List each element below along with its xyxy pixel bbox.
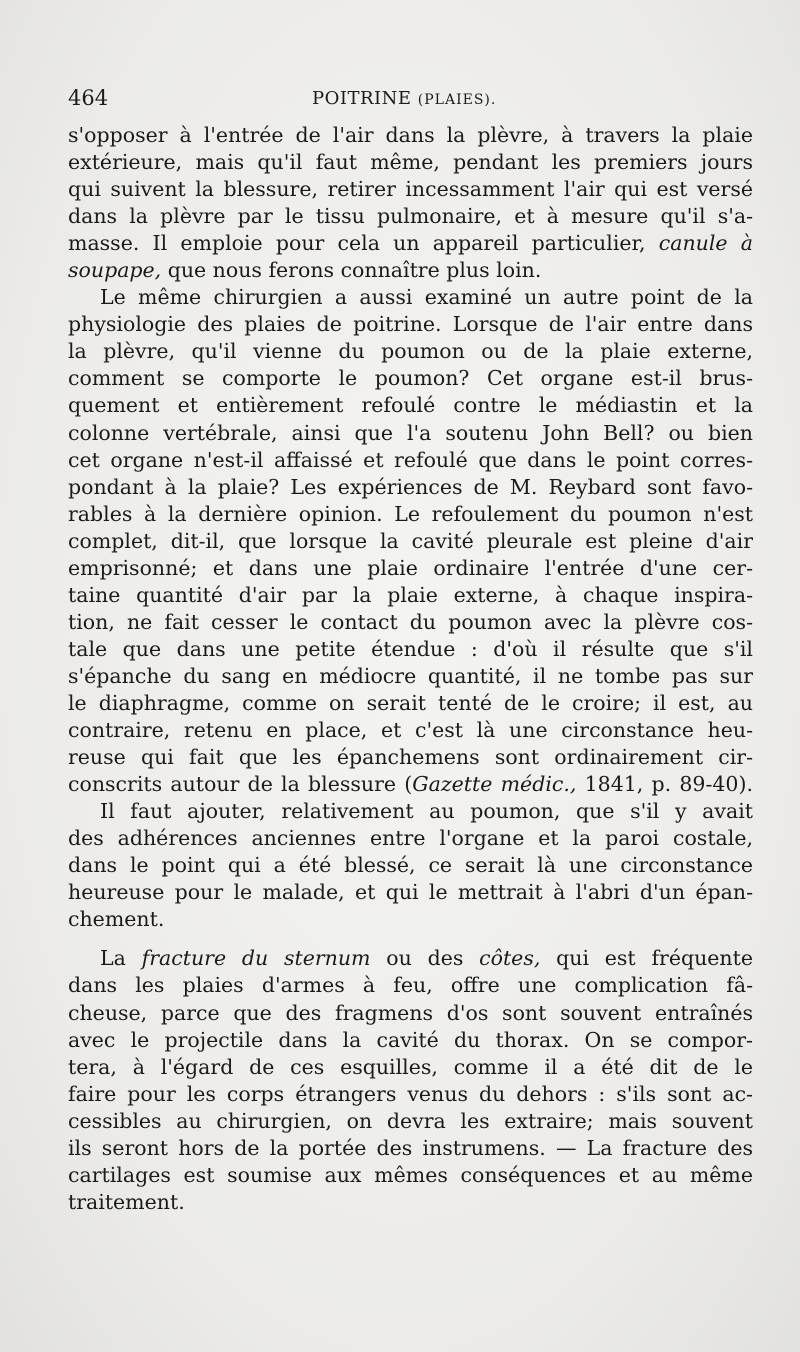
- text-line: La fracture du sternum ou des côtes, qui est fréquente: [100, 946, 753, 971]
- text-line: cartilages est soumise aux mêmes conséquences et au même: [68, 1162, 753, 1187]
- text-line: complet, dit-il, que lorsque la cavité pleurale est pleine d'air: [68, 528, 753, 553]
- text-line: Il faut ajouter, relativement au poumon, que s'il y avait: [100, 799, 753, 824]
- text-line: des adhérences anciennes entre l'organe et la paroi costale,: [68, 826, 753, 851]
- text-line: contraire, retenu en place, et c'est là une circonstance heu-: [68, 718, 753, 743]
- running-title-main: POITRINE: [312, 88, 412, 109]
- text-line: cet organe n'est-il affaissé et refoulé que dans le point corres-: [68, 447, 753, 472]
- text-line: qui suivent la blessure, retirer incessamment l'air qui est versé: [68, 177, 753, 202]
- text-line: soupape, que nous ferons connaître plus loin.: [68, 258, 542, 283]
- text-line: dans le point qui a été blessé, ce serait là une circonstance: [68, 853, 753, 878]
- text-line: cheuse, parce que des fragmens d'os sont souvent entraînés: [68, 1000, 753, 1025]
- text-line: ils seront hors de la portée des instrumens. — La fracture des: [68, 1135, 753, 1160]
- text-line: heureuse pour le malade, et qui le mettrait à l'abri d'un épan-: [68, 880, 753, 905]
- text-line: la plèvre, qu'il vienne du poumon ou de la plaie externe,: [68, 339, 753, 364]
- paragraph-gap: [68, 933, 753, 945]
- running-title: [312, 88, 496, 109]
- text-line: dans les plaies d'armes à feu, offre une complication fâ-: [68, 973, 753, 998]
- running-title-sub: (PLAIES).: [417, 92, 497, 108]
- text-line: tera, à l'égard de ces esquilles, comme il a été dit de le: [68, 1054, 753, 1079]
- paragraph: [68, 122, 753, 284]
- paragraph: [68, 945, 753, 1215]
- text-line: s'épanche du sang en médiocre quantité, il ne tombe pas sur: [68, 663, 753, 688]
- text-line: chement.: [68, 907, 165, 932]
- text-line: tale que dans une petite étendue : d'où il résulte que s'il: [68, 636, 753, 661]
- text-line: faire pour les corps étrangers venus du dehors : s'ils sont ac-: [68, 1081, 753, 1106]
- text-line: conscrits autour de la blessure (Gazette médic., 1841, p. 89-40).: [68, 772, 753, 797]
- text-line: masse. Il emploie pour cela un appareil particulier, canule à: [68, 231, 753, 256]
- text-line: rables à la dernière opinion. Le refoulement du poumon n'est: [68, 501, 753, 526]
- paragraph: [68, 798, 753, 933]
- text-line: quement et entièrement refoulé contre le médiastin et la: [68, 393, 753, 418]
- text-line: taine quantité d'air par la plaie externe, à chaque inspira-: [68, 582, 753, 607]
- text-line: comment se comporte le poumon? Cet organe est-il brus-: [68, 366, 753, 391]
- text-line: pondant à la plaie? Les expériences de M. Reybard sont favo-: [68, 474, 753, 499]
- text-line: colonne vertébrale, ainsi que l'a soutenu John Bell? ou bien: [68, 420, 753, 445]
- text-line: tion, ne fait cesser le contact du poumon avec la plèvre cos-: [68, 609, 753, 634]
- text-line: cessibles au chirurgien, on devra les extraire; mais souvent: [68, 1108, 753, 1133]
- text-line: physiologie des plaies de poitrine. Lorsque de l'air entre dans: [68, 312, 753, 337]
- text-line: extérieure, mais qu'il faut même, pendant les premiers jours: [68, 150, 753, 175]
- paragraph: [68, 284, 753, 798]
- running-head: [68, 86, 750, 116]
- text-line: dans la plèvre par le tissu pulmonaire, et à mesure qu'il s'a-: [68, 204, 753, 229]
- text-line: emprisonné; et dans une plaie ordinaire l'entrée d'une cer-: [68, 555, 753, 580]
- text-line: Le même chirurgien a aussi examiné un autre point de la: [100, 285, 753, 310]
- page-number: 464: [68, 86, 109, 110]
- text-line: reuse qui fait que les épanchemens sont ordinairement cir-: [68, 745, 753, 770]
- text-line: traitement.: [68, 1189, 185, 1214]
- text-line: s'opposer à l'entrée de l'air dans la plèvre, à travers la plaie: [68, 123, 753, 147]
- text-line: le diaphragme, comme on serait tenté de le croire; il est, au: [68, 690, 753, 715]
- body-text: [68, 122, 753, 1216]
- text-line: avec le projectile dans la cavité du thorax. On se compor-: [68, 1027, 753, 1052]
